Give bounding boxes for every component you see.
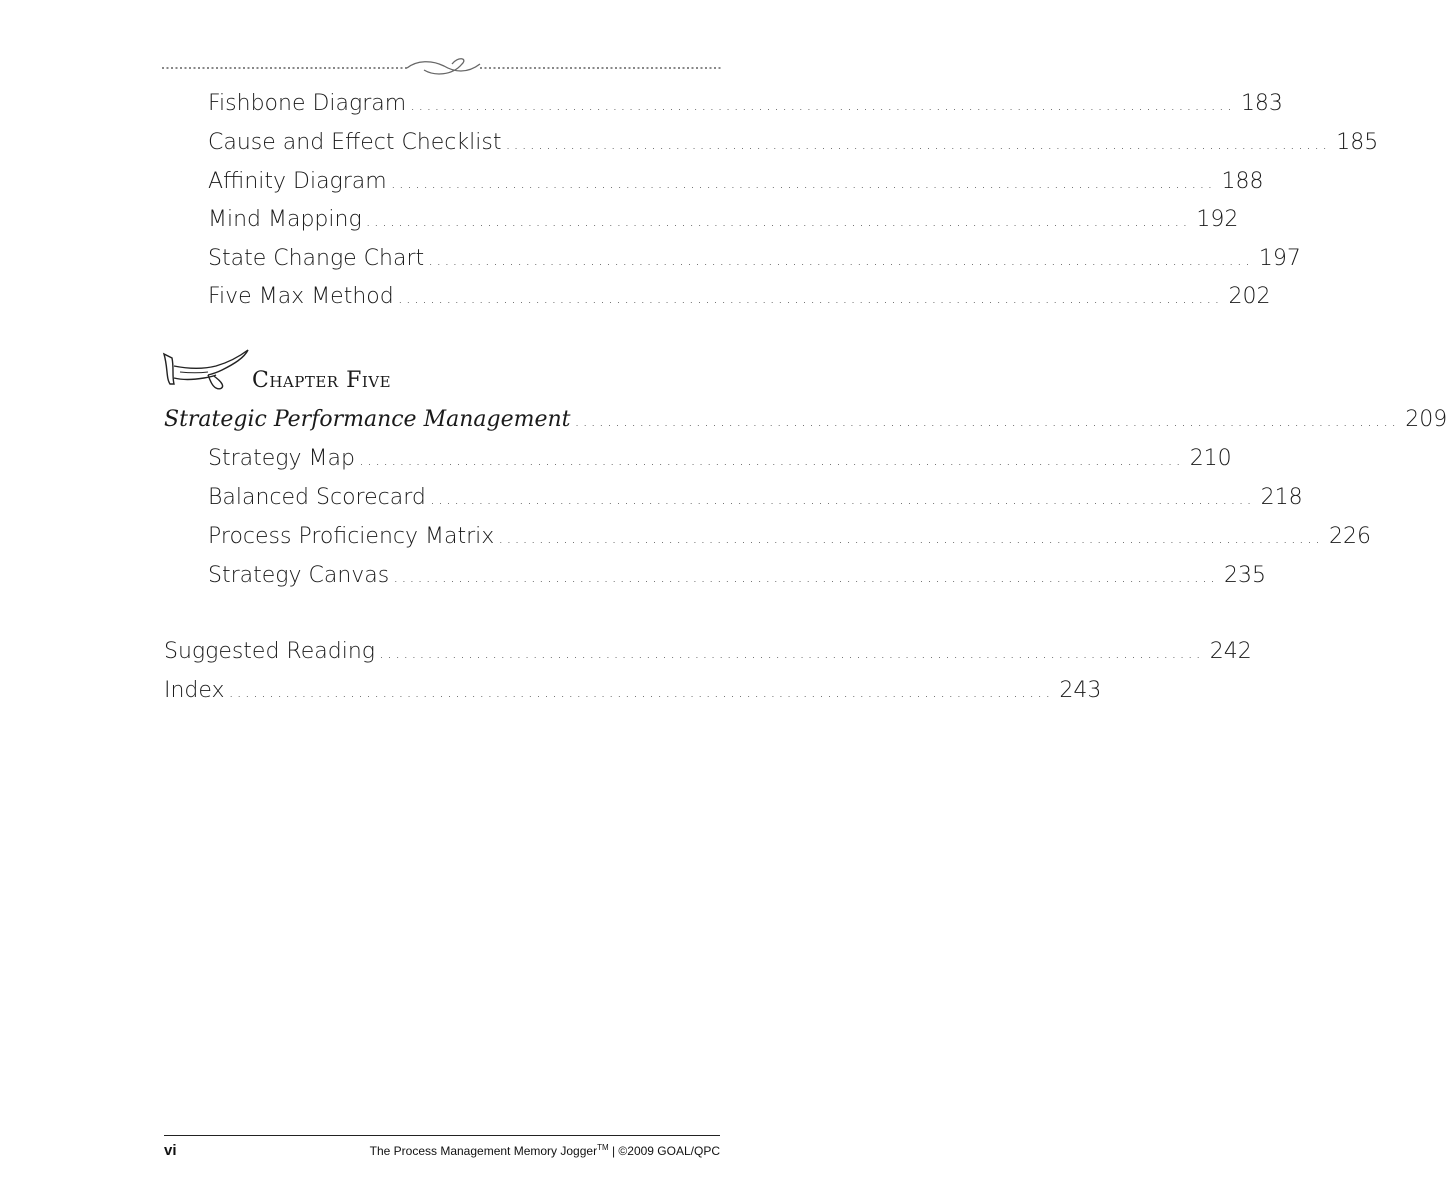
toc-entry-mind-mapping[interactable]: [208, 205, 1239, 235]
toc-entry-process-proficiency-matrix[interactable]: [208, 522, 1372, 552]
toc-entry-page: 235: [1224, 563, 1267, 588]
toc-entry-affinity-diagram[interactable]: [208, 167, 1264, 197]
toc-entry-state-change-chart[interactable]: [208, 244, 1301, 274]
toc-entry-page: 226: [1329, 524, 1372, 549]
toc-entry-page: 188: [1221, 169, 1264, 194]
toc-entry-suggested-reading[interactable]: [164, 637, 1252, 667]
leader-dots: ......................................................................................................: [397, 288, 1223, 307]
leader-dots: ......................................................................................................: [228, 682, 1054, 701]
toc-entry-title: Cause and Effect Checklist: [208, 130, 502, 155]
toc-entry-title: Strategy Map: [208, 446, 355, 471]
footer-copyright: | ©2009 GOAL/QPC: [611, 1144, 720, 1158]
toc-entry-balanced-scorecard[interactable]: [208, 483, 1303, 513]
toc-entry-title: Balanced Scorecard: [208, 485, 426, 510]
toc-entry-title: Process Proficiency Matrix: [208, 524, 495, 549]
toc-entry-title: Fishbone Diagram: [208, 91, 407, 116]
toc-entry-page: 185: [1336, 130, 1379, 155]
footer-rule: [164, 1135, 720, 1136]
leader-dots: ......................................................................................................: [574, 411, 1400, 430]
toc-entry-title: Mind Mapping: [208, 207, 362, 232]
footer-page-number: vi: [164, 1142, 177, 1159]
toc-entry-title: Suggested Reading: [164, 639, 375, 664]
toc-entry-cause-and-effect-checklist[interactable]: [208, 128, 1379, 158]
leader-dots: ......................................................................................................: [429, 489, 1255, 508]
toc-entry-strategy-canvas[interactable]: [208, 561, 1267, 591]
toc-entry-title: Strategy Canvas: [208, 563, 390, 588]
toc-entry-index[interactable]: [164, 676, 1102, 706]
toc-entry-page: 218: [1260, 485, 1303, 510]
leader-dots: ......................................................................................................: [378, 643, 1204, 662]
footer-credit: [370, 1143, 720, 1158]
toc-entry-page: 210: [1189, 446, 1232, 471]
toc-entry-page: 202: [1228, 284, 1271, 309]
leader-dots: ......................................................................................................: [393, 567, 1219, 586]
leader-dots: ......................................................................................................: [410, 95, 1235, 114]
toc-entry-chapter-title[interactable]: [164, 405, 1447, 435]
toc-entry-page: 183: [1240, 91, 1283, 116]
chapter-label: Chapter Five: [252, 368, 392, 393]
toc-entry-page: 242: [1209, 639, 1252, 664]
footer-trademark: TM: [597, 1143, 609, 1152]
toc-entry-title: Index: [164, 678, 225, 703]
toc-entry-fishbone-diagram[interactable]: [208, 89, 1283, 119]
toc-entry-strategy-map[interactable]: [208, 444, 1232, 474]
decorative-top-rule: [162, 58, 722, 78]
leader-dots: ......................................................................................................: [505, 134, 1331, 153]
toc-entry-page: 209: [1405, 407, 1447, 432]
footer-book-title: The Process Management Memory Jogger: [369, 1144, 598, 1158]
chapter-title: Strategic Performance Management: [164, 407, 571, 432]
toc-entry-page: 192: [1196, 207, 1239, 232]
leader-dots: ......................................................................................................: [390, 173, 1216, 192]
pointing-hand-icon: [160, 348, 252, 392]
leader-dots: ......................................................................................................: [365, 211, 1191, 230]
leader-dots: ......................................................................................................: [358, 450, 1184, 469]
toc-entry-title: Affinity Diagram: [208, 169, 387, 194]
toc-entry-page: 243: [1059, 678, 1102, 703]
toc-entry-title: State Change Chart: [208, 246, 425, 271]
toc-entry-five-max-method[interactable]: [208, 282, 1271, 312]
toc-entry-page: 197: [1258, 246, 1301, 271]
toc-entry-title: Five Max Method: [208, 284, 394, 309]
leader-dots: ......................................................................................................: [498, 528, 1324, 547]
leader-dots: ......................................................................................................: [428, 250, 1253, 269]
